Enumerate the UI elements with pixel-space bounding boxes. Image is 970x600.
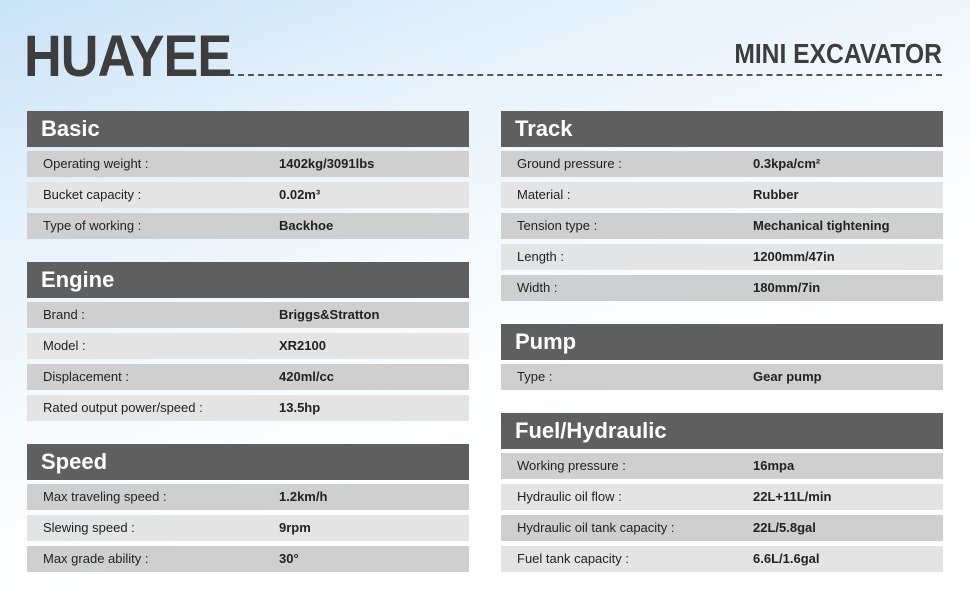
spec-row (27, 364, 469, 390)
brand-logo-text: HUAYEE (24, 24, 232, 89)
spec-label: Operating weight : (43, 156, 149, 171)
spec-column-right (501, 111, 943, 595)
spec-label: Rated output power/speed : (43, 400, 203, 415)
product-subtitle: MINI EXCAVATOR (734, 38, 942, 69)
section-title: Track (501, 111, 943, 147)
spec-label: Max grade ability : (43, 551, 149, 566)
spec-value: 6.6L/1.6gal (753, 551, 820, 566)
section-engine (27, 262, 469, 421)
spec-label: Material : (517, 187, 571, 202)
spec-value: 22L+11L/min (753, 489, 832, 504)
spec-row (27, 546, 469, 572)
spec-value: 0.02m³ (279, 187, 321, 202)
page-header (0, 0, 970, 100)
spec-label: Tension type : (517, 218, 598, 233)
section-title: Engine (27, 262, 469, 298)
spec-value: 1200mm/47in (753, 249, 835, 264)
header-divider (228, 74, 942, 76)
section-speed (27, 444, 469, 572)
spec-value: Backhoe (279, 218, 334, 233)
spec-value: XR2100 (279, 338, 326, 353)
spec-column-left (27, 111, 469, 595)
spec-value: 9rpm (279, 520, 311, 535)
spec-row (501, 182, 943, 208)
spec-row (27, 213, 469, 239)
spec-value: Mechanical tightening (753, 218, 890, 233)
spec-row (501, 484, 943, 510)
spec-row (27, 515, 469, 541)
spec-label: Length : (517, 249, 564, 264)
section-basic (27, 111, 469, 239)
spec-value: 16mpa (753, 458, 795, 473)
spec-value: 420ml/cc (279, 369, 334, 384)
spec-row (501, 546, 943, 572)
spec-value: 30° (279, 551, 299, 566)
spec-label: Ground pressure : (517, 156, 622, 171)
spec-label: Width : (517, 280, 558, 295)
spec-value: 22L/5.8gal (753, 520, 816, 535)
section-fuel-hydraulic (501, 413, 943, 572)
spec-value: Gear pump (753, 369, 822, 384)
section-pump (501, 324, 943, 390)
spec-label: Bucket capacity : (43, 187, 142, 202)
spec-label: Working pressure : (517, 458, 626, 473)
spec-row (27, 151, 469, 177)
spec-row (27, 395, 469, 421)
spec-row (501, 244, 943, 270)
spec-label: Slewing speed : (43, 520, 135, 535)
spec-value: Rubber (753, 187, 799, 202)
spec-value: 180mm/7in (753, 280, 821, 295)
spec-row (501, 275, 943, 301)
spec-label: Hydraulic oil flow : (517, 489, 622, 504)
section-title: Basic (27, 111, 469, 147)
spec-label: Fuel tank capacity : (517, 551, 629, 566)
spec-row (27, 484, 469, 510)
spec-row (501, 453, 943, 479)
spec-label: Max traveling speed : (43, 489, 167, 504)
spec-label: Hydraulic oil tank capacity : (517, 520, 675, 535)
spec-row (501, 213, 943, 239)
spec-row (501, 151, 943, 177)
spec-value: 1.2km/h (279, 489, 328, 504)
spec-row (501, 364, 943, 390)
section-title: Pump (501, 324, 943, 360)
section-title: Speed (27, 444, 469, 480)
spec-label: Model : (43, 338, 86, 353)
spec-value: 0.3kpa/cm² (753, 156, 821, 171)
spec-row (27, 182, 469, 208)
spec-value: Briggs&Stratton (279, 307, 380, 322)
section-title: Fuel/Hydraulic (501, 413, 943, 449)
spec-row (27, 302, 469, 328)
spec-label: Brand : (43, 307, 85, 322)
spec-row (501, 515, 943, 541)
section-track (501, 111, 943, 301)
spec-row (27, 333, 469, 359)
spec-label: Type : (517, 369, 553, 384)
spec-value: 1402kg/3091lbs (279, 156, 375, 171)
spec-label: Displacement : (43, 369, 129, 384)
spec-value: 13.5hp (279, 400, 321, 415)
spec-label: Type of working : (43, 218, 142, 233)
